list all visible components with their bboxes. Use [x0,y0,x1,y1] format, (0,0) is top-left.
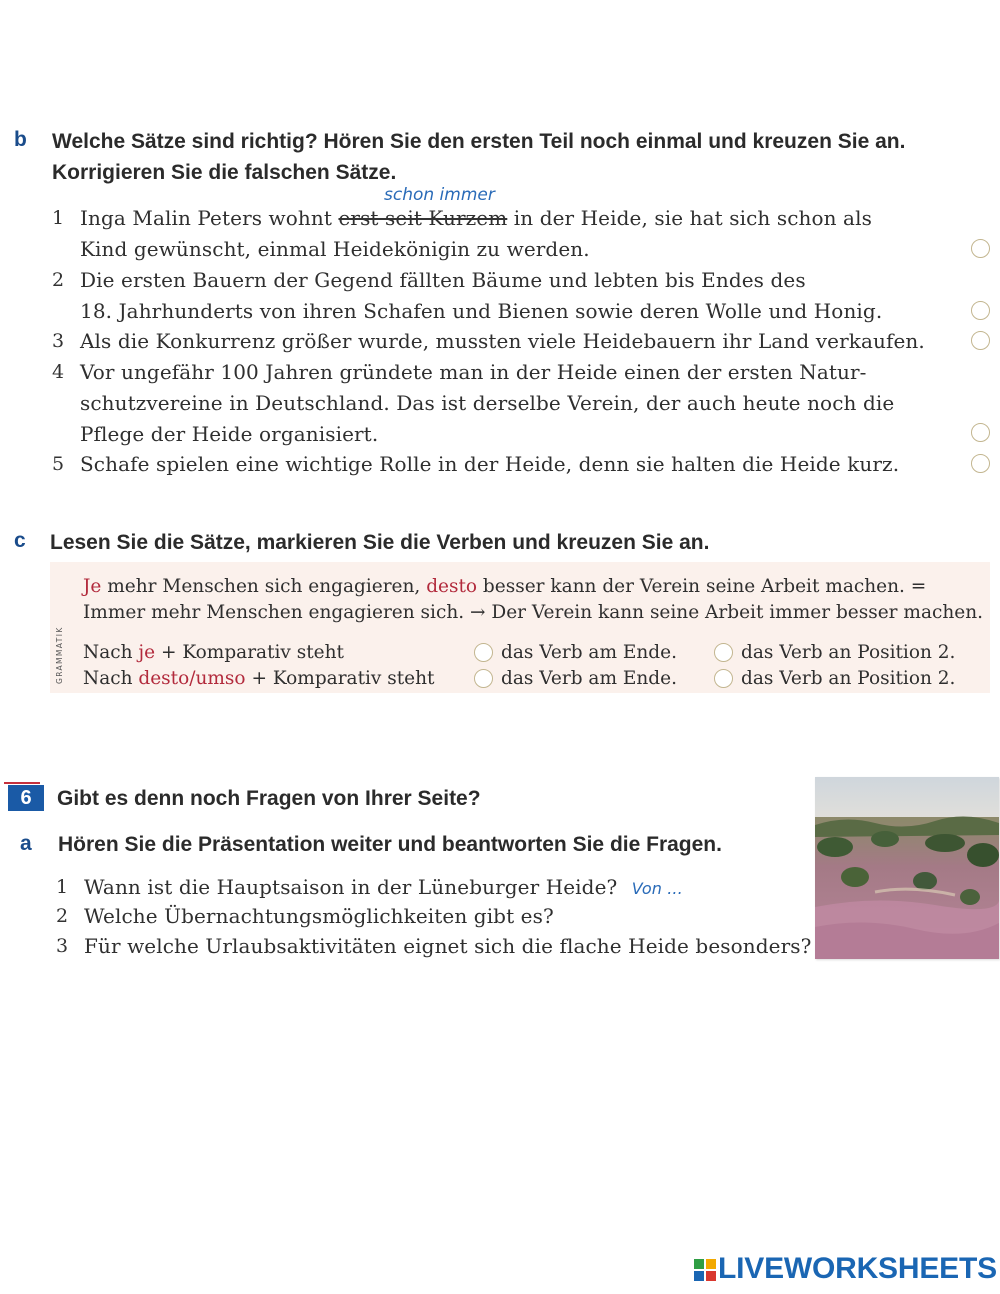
item-2-line-2: 18. Jahrhunderts von ihren Schafen und Bienen sowie deren Wolle und Honig. [80,299,883,323]
question-number: 2 [56,905,69,927]
item-4-line-3: Pflege der Heide organisiert. [80,422,379,446]
keyword-desto: desto [426,576,478,597]
question-2: Welche Übernachtungsmöglichkeiten gibt es? [84,904,554,928]
grammar-label: GRAMMATIK [55,626,64,684]
section-b-title-line2: Korrigieren Sie die falschen Sätze. [52,161,397,184]
rule-1-option-end: das Verb am Ende. [501,642,677,663]
rule-2-option-end-radio[interactable] [474,669,493,688]
item-4-checkbox[interactable] [971,423,990,442]
item-number: 4 [52,361,65,383]
section-6-accent-line [4,782,40,784]
rule-2-option-end: das Verb am Ende. [501,668,677,689]
item-3-line-1: Als die Konkurrenz größer wurde, mussten viele Heidebauern ihr Land verkaufen. [80,329,925,353]
section-c-title: Lesen Sie die Sätze, markieren Sie die Verben und kreuzen Sie an. [50,531,710,554]
item-number: 2 [52,269,65,291]
section-6-badge: 6 [8,785,44,811]
item-1-line-2: Kind gewünscht, einmal Heidekönigin zu werden. [80,237,590,261]
item-number: 3 [52,330,65,352]
section-6a-letter: a [20,832,32,855]
item-2-line-1: Die ersten Bauern der Gegend fällten Bäume und lebten bis Endes des [80,268,806,292]
liveworksheets-logo-icon [694,1259,716,1281]
item-1-line-1: Inga Malin Peters wohnt erst seit Kurzem in der Heide, sie hat sich schon als [80,206,872,230]
section-b-title-line1: Welche Sätze sind richtig? Hören Sie den ersten Teil noch einmal und kreuzen Sie an. [52,130,906,153]
rule-1-option-pos2-radio[interactable] [714,643,733,662]
rule-1-option-end-radio[interactable] [474,643,493,662]
rule-2-option-pos2: das Verb an Position 2. [741,668,956,689]
question-1: Wann ist die Hauptsaison in der Lüneburger Heide? Von ... [84,875,683,899]
item-4-line-2: schutzvereine in Deutschland. Das ist derselbe Verein, der auch heute noch die [80,391,895,415]
item-4-line-1: Vor ungefähr 100 Jahren gründete man in der Heide einen der ersten Natur- [80,360,867,384]
grammar-example-line-1: Je mehr Menschen sich engagieren, desto besser kann der Verein seine Arbeit machen. = [83,576,927,597]
question-number: 1 [56,876,69,898]
question-3: Für welche Urlaubsaktivitäten eignet sich die flache Heide besonders? [84,934,812,958]
item-2-checkbox[interactable] [971,301,990,320]
handwritten-correction: schon immer [384,185,495,205]
section-c-letter: c [14,529,26,552]
rule-2-option-pos2-radio[interactable] [714,669,733,688]
item-3-checkbox[interactable] [971,331,990,350]
section-b-letter: b [14,128,27,151]
item-5-line-1: Schafe spielen eine wichtige Rolle in der Heide, denn sie halten die Heide kurz. [80,452,900,476]
section-6a-title: Hören Sie die Präsentation weiter und beantworten Sie die Fragen. [58,833,722,856]
handwritten-answer[interactable]: Von ... [631,879,683,898]
grammar-rule-1: Nach je + Komparativ steht [83,642,344,663]
liveworksheets-brand: LIVEWORKSHEETS [718,1252,997,1285]
heath-landscape-photo [815,777,999,959]
item-1-checkbox[interactable] [971,239,990,258]
section-6-title: Gibt es denn noch Fragen von Ihrer Seite? [57,787,481,810]
grammar-rule-2: Nach desto/umso + Komparativ steht [83,668,435,689]
rule-1-option-pos2: das Verb an Position 2. [741,642,956,663]
item-number: 1 [52,207,65,229]
question-number: 3 [56,935,69,957]
item-5-checkbox[interactable] [971,454,990,473]
item-number: 5 [52,453,65,475]
keyword-je: Je [83,576,102,597]
struck-phrase: erst seit Kurzem [338,206,508,230]
grammar-example-line-2: Immer mehr Menschen engagieren sich. → Der Verein kann seine Arbeit immer besser machen. [83,602,983,623]
